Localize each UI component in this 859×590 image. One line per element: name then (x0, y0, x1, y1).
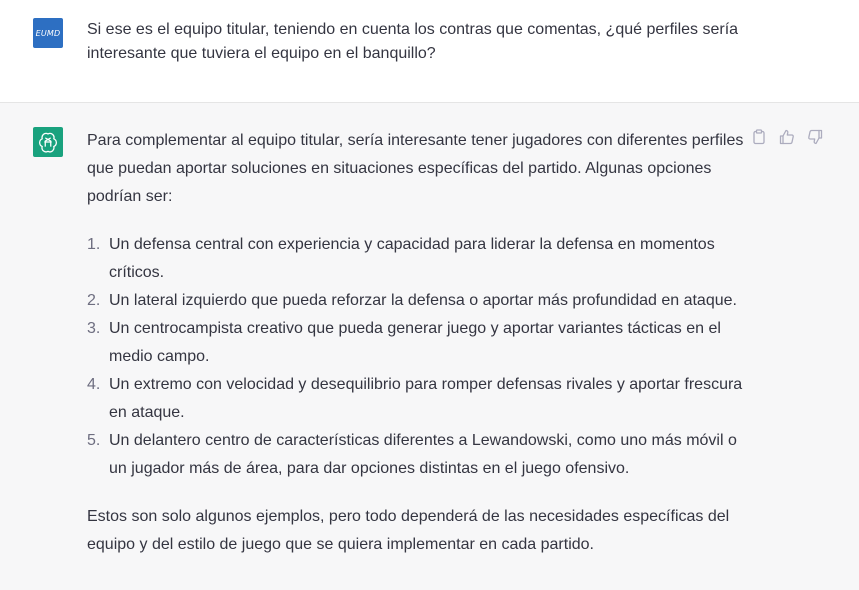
list-item-number: 3. (87, 320, 101, 337)
list-item-text: Un defensa central con experiencia y capacidad para liderar la defensa en momentos críticos. (109, 236, 715, 281)
assistant-outro-text: Estos son solo algunos ejemplos, pero todo dependerá de las necesidades específicas del equipo y del estilo de juego que se quiera implementar en cada partido. (87, 508, 730, 553)
list-item-number: 4. (87, 376, 101, 393)
list-item (87, 231, 747, 287)
user-avatar (33, 18, 63, 48)
list-item-text: Un delantero centro de características diferentes a Lewandowski, como uno más móvil o un jugador más de área, para dar opciones distintas en el juego ofensivo. (109, 432, 737, 477)
copy-button[interactable] (751, 129, 767, 145)
message-actions (751, 129, 823, 145)
assistant-intro-text: Para complementar al equipo titular, sería interesante tener jugadores con diferentes perfiles que puedan aportar soluciones en situaciones específicas del partido. Algunas opciones podrían ser: (87, 132, 744, 205)
list-item-text: Un extremo con velocidad y desequilibrio para romper defensas rivales y aportar frescura en ataque. (109, 376, 743, 421)
list-item (87, 287, 747, 315)
list-item (87, 315, 747, 371)
suggestion-list (87, 231, 747, 483)
clipboard-icon (751, 129, 767, 145)
user-message-text: Si ese es el equipo titular, teniendo en cuenta los contras que comentas, ¿qué perfiles sería interesante que tuviera el equipo en el banquillo? (87, 21, 739, 62)
thumbs-down-button[interactable] (807, 129, 823, 145)
assistant-avatar (33, 127, 63, 157)
thumbs-up-button[interactable] (779, 129, 795, 145)
list-item-text: Un lateral izquierdo que pueda reforzar la defensa o aportar más profundidad en ataque. (109, 292, 737, 309)
assistant-message-row (0, 103, 859, 590)
user-message-row (0, 0, 859, 103)
list-item (87, 427, 747, 483)
openai-logo-icon (37, 131, 59, 153)
assistant-message-body (87, 127, 747, 559)
user-avatar-text: EUMD (35, 28, 61, 38)
list-item-text: Un centrocampista creativo que pueda generar juego y aportar variantes tácticas en el medio campo. (109, 320, 721, 365)
list-item-number: 1. (87, 236, 101, 253)
list-item (87, 371, 747, 427)
thumbs-up-icon (779, 129, 795, 145)
list-item-number: 5. (87, 432, 101, 449)
list-item-number: 2. (87, 292, 101, 309)
thumbs-down-icon (807, 129, 823, 145)
